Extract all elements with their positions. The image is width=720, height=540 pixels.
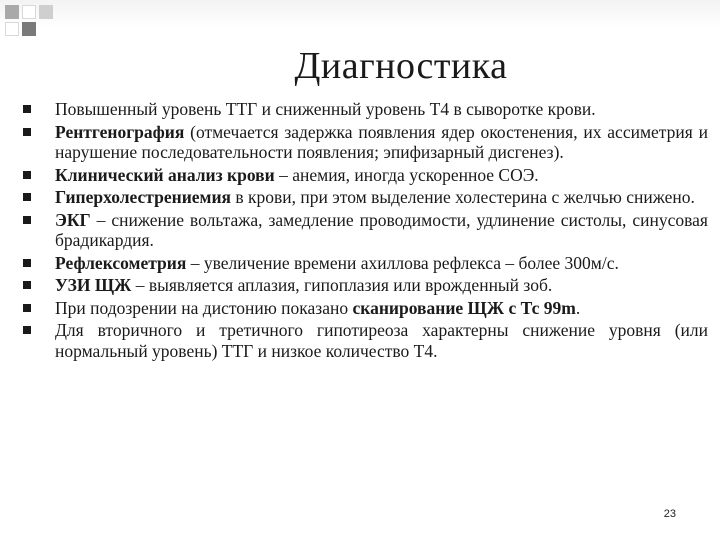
item-text: (отмечается задержка появления ядер окостенения, их ассиметрия и нарушение последовательности появления; эпифизарный дисгенез). xyxy=(55,121,708,162)
item-text: – выявляется аплазия, гипоплазия или врожденный зоб. xyxy=(131,275,553,295)
item-text: в крови, при этом выделение холестерина с желчью снижено. xyxy=(231,187,695,207)
bullet-list xyxy=(22,99,708,363)
square-bullet-icon xyxy=(23,304,31,312)
item-bold-text: ЭКГ xyxy=(55,209,91,230)
item-text: Повышенный уровень ТТГ и сниженный уровень Т4 в сыворотке крови. xyxy=(55,99,596,119)
page-number: 23 xyxy=(663,508,676,520)
square-bullet-icon xyxy=(23,171,31,179)
square-bullet-icon xyxy=(23,281,31,289)
square-bullet-icon xyxy=(23,216,31,224)
top-band xyxy=(0,0,720,28)
item-bold-text: Рентгенография xyxy=(55,121,185,142)
list-item xyxy=(22,210,708,251)
item-text: – анемия, иногда ускоренное СОЭ. xyxy=(274,164,539,185)
square-bullet-icon xyxy=(23,128,31,136)
item-text: – увеличение времени ахиллова рефлекса – более 300м/с. xyxy=(186,252,619,273)
square-bullet-icon xyxy=(23,193,31,201)
item-text: – снижение вольтажа, замедление проводимости, удлинение систолы, синусовая брадикардия. xyxy=(55,209,708,250)
item-bold-text: Клинический анализ крови xyxy=(55,164,275,185)
item-bold-text: УЗИ ЩЖ xyxy=(55,275,132,295)
item-text: При подозрении на дистонию показано xyxy=(55,297,353,318)
list-item xyxy=(22,99,708,120)
list-item xyxy=(22,122,708,163)
slide-title: Диагностика xyxy=(294,45,508,87)
square-bullet-icon xyxy=(23,326,31,334)
item-bold-text: сканирование ЩЖ с Тс 99m xyxy=(352,297,576,318)
square-bullet-icon xyxy=(23,105,31,113)
list-item xyxy=(22,320,708,361)
list-item xyxy=(22,275,708,296)
square-bullet-icon xyxy=(23,259,31,267)
list-item xyxy=(22,298,708,319)
item-text: Для вторичного и третичного гипотиреоза характерны снижение уровня (или нормальный уровень) ТТГ и низкое количество Т4. xyxy=(55,320,708,361)
item-bold-text: Рефлексометрия xyxy=(55,252,187,273)
list-item xyxy=(22,165,708,186)
item-text: . xyxy=(575,297,581,318)
item-bold-text: Гиперхолестрениемия xyxy=(55,187,232,207)
list-item xyxy=(22,253,708,274)
list-item xyxy=(22,187,708,208)
